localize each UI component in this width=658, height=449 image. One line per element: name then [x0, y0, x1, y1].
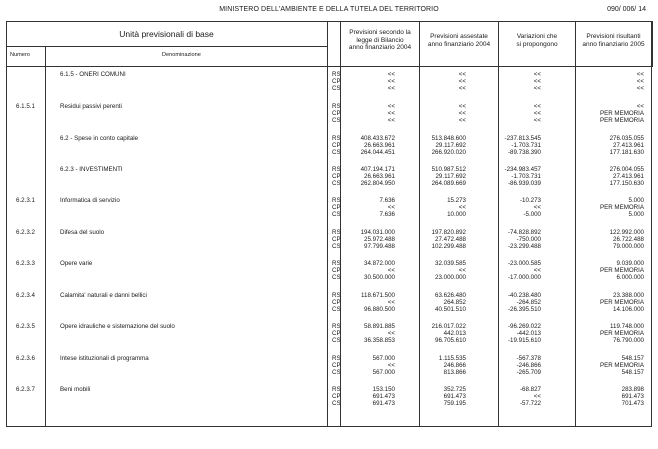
col3-value: -237.813.545 — [504, 135, 541, 142]
col1-value: 408.433.672 — [360, 135, 395, 142]
col2-value: << — [458, 267, 466, 274]
col1-value: << — [387, 78, 395, 85]
col1-value: 96.880.500 — [364, 306, 395, 313]
col3-value: << — [533, 393, 541, 400]
group-number: 6.2.3.7 — [16, 386, 35, 393]
col4-value: PER MEMORIA — [599, 362, 644, 369]
group-number: 6.1.5.1 — [16, 103, 35, 110]
col2-value: << — [458, 85, 466, 92]
col3-value: -68.827 — [520, 386, 541, 393]
col2-heading: Previsioni assestate anno finanziario 2004 — [427, 33, 491, 48]
col3-value: -234.983.457 — [504, 166, 541, 173]
row-type: CP — [332, 362, 341, 369]
col4-value: PER MEMORIA — [599, 330, 644, 337]
table-row — [0, 274, 658, 282]
row-type: CS — [332, 369, 341, 376]
group-number: 6.2.3.1 — [16, 197, 35, 204]
col4-value: 177.181.630 — [609, 149, 644, 156]
col3-value: -40.238.480 — [507, 292, 541, 299]
col3-value: << — [533, 78, 541, 85]
col2-value: 216.017.022 — [431, 323, 466, 330]
col3-value: -264.852 — [516, 299, 541, 306]
row-type: CS — [332, 211, 341, 218]
col1-value: << — [387, 85, 395, 92]
col1-value: 691.473 — [372, 393, 395, 400]
col2-value: 1.115.535 — [438, 355, 466, 362]
col1-value: 25.972.488 — [364, 236, 395, 243]
col3-value: -246.866 — [516, 362, 541, 369]
col3-value: << — [533, 71, 541, 78]
group-description: Difesa del suolo — [60, 229, 105, 236]
col2-value: 96.705.610 — [435, 337, 466, 344]
row-type: CS — [332, 85, 341, 92]
col3-value: -265.709 — [516, 369, 541, 376]
col3-value: -10.273 — [520, 197, 541, 204]
col2-value: 691.473 — [443, 393, 466, 400]
col3-value: -23.299.488 — [507, 243, 541, 250]
col1-value: 34.872.000 — [364, 260, 395, 267]
document-code: 090/ 006/ 14 — [607, 6, 646, 13]
col4-value: 548.157 — [621, 355, 644, 362]
group-description: 6.2.3 - INVESTIMENTI — [60, 166, 123, 173]
col4-value: << — [636, 78, 644, 85]
col2-value: 513.848.600 — [431, 135, 466, 142]
col2-value: << — [458, 71, 466, 78]
col2-value: << — [458, 78, 466, 85]
row-type: CS — [332, 400, 341, 407]
col3-value: -23.000.585 — [507, 260, 541, 267]
group-description: 6.2 - Spese in conto capitale — [60, 135, 139, 142]
col4-value: << — [636, 71, 644, 78]
row-type: RS — [332, 355, 341, 362]
denominazione-heading: Denominazione — [162, 52, 201, 58]
col1-value: 30.500.000 — [364, 274, 395, 281]
col4-value: PER MEMORIA — [599, 110, 644, 117]
col1-value: 264.044.451 — [360, 149, 395, 156]
col2-value: 40.501.510 — [435, 306, 466, 313]
row-type: RS — [332, 103, 341, 110]
col2-value: 813.866 — [443, 369, 466, 376]
col2-value: << — [458, 204, 466, 211]
row-type: CP — [332, 173, 341, 180]
col2-value: 264.089.669 — [431, 180, 466, 187]
col1-value: 26.663.961 — [364, 142, 395, 149]
table-bottom — [6, 426, 652, 427]
table-row — [0, 337, 658, 345]
col4-value: 5.000 — [628, 197, 644, 204]
col1-value: 407.194.171 — [360, 166, 395, 173]
col4-value: 27.413.961 — [613, 142, 644, 149]
col2-value: << — [458, 117, 466, 124]
col1-value: << — [387, 299, 395, 306]
col4-value: 23.388.000 — [613, 292, 644, 299]
col3-value: -96.269.022 — [507, 323, 541, 330]
col1-value: 691.473 — [372, 400, 395, 407]
col2-value: 264.852 — [443, 299, 466, 306]
col3-value: << — [533, 204, 541, 211]
col3-value: << — [533, 85, 541, 92]
row-type: RS — [332, 166, 341, 173]
col4-value: 548.157 — [621, 369, 644, 376]
col1-value: 58.891.885 — [364, 323, 395, 330]
col1-value: 153.150 — [372, 386, 395, 393]
col2-value: 246.866 — [443, 362, 466, 369]
col4-value: 9.039.000 — [616, 260, 644, 267]
col1-value: 36.358.853 — [364, 337, 395, 344]
group-description: Calamita' naturali e danni bellici — [60, 292, 147, 299]
col3-value: << — [533, 117, 541, 124]
row-type: CS — [332, 117, 341, 124]
col1-value: 262.804.950 — [360, 180, 395, 187]
col1-value: 567.000 — [372, 355, 395, 362]
col4-value: 14.106.000 — [613, 306, 644, 313]
document-title: MINISTERO DELL'AMBIENTE E DELLA TUTELA DEL TERRITORIO — [219, 6, 439, 13]
group-number: 6.2.3.2 — [16, 229, 35, 236]
col2-value: 23.000.000 — [435, 274, 466, 281]
col3-value: -86.939.039 — [507, 180, 541, 187]
col4-value: << — [636, 103, 644, 110]
col4-value: 691.473 — [621, 393, 644, 400]
col3-value: << — [533, 110, 541, 117]
col1-value: 7.636 — [379, 211, 395, 218]
col2-value: 29.117.692 — [435, 173, 466, 180]
col2-value: 197.820.892 — [431, 229, 466, 236]
col3-value: << — [533, 267, 541, 274]
table-row — [0, 400, 658, 408]
col4-value: PER MEMORIA — [599, 204, 644, 211]
row-type: RS — [332, 71, 341, 78]
col3-value: -17.000.000 — [507, 274, 541, 281]
col1-heading: Previsioni secondo la legge di Bilancio anno finanziario 2004 — [348, 29, 412, 51]
row-type: CP — [332, 78, 341, 85]
col1-value: << — [387, 110, 395, 117]
col2-value: 442.013 — [443, 330, 466, 337]
group-number: 6.2.3.3 — [16, 260, 35, 267]
col4-heading: Previsioni risultanti anno finanziario 2005 — [582, 33, 645, 48]
col3-heading: Variazioni che si propongono — [516, 33, 558, 48]
row-type: CP — [332, 110, 341, 117]
group-number: 6.2.3.6 — [16, 355, 35, 362]
col1-value: << — [387, 267, 395, 274]
col3-value: -57.722 — [520, 400, 541, 407]
group-description: 6.1.5 - ONERI COMUNI — [60, 71, 126, 78]
col1-value: 97.799.488 — [364, 243, 395, 250]
col4-value: 701.473 — [621, 400, 644, 407]
col2-value: 266.920.020 — [431, 149, 466, 156]
row-type: CP — [332, 330, 341, 337]
col3-value: -750.000 — [516, 236, 541, 243]
col2-value: << — [458, 110, 466, 117]
group-description: Residui passivi perenti — [60, 103, 122, 110]
table-row — [0, 149, 658, 157]
col4-value: << — [636, 85, 644, 92]
col3-value: -5.000 — [523, 211, 541, 218]
col4-value: 177.150.630 — [609, 180, 644, 187]
col3-value: -442.013 — [516, 330, 541, 337]
col2-value: 63.626.480 — [435, 292, 466, 299]
col3-value: -74.828.892 — [507, 229, 541, 236]
row-type: CS — [332, 243, 341, 250]
col4-value: 79.000.000 — [613, 243, 644, 250]
col4-value: PER MEMORIA — [599, 267, 644, 274]
group-description: Intese istituzionali di programma — [60, 355, 149, 362]
col1-value: << — [387, 330, 395, 337]
row-type: RS — [332, 197, 341, 204]
col2-value: 27.472.488 — [435, 236, 466, 243]
row-type: RS — [332, 292, 341, 299]
col4-value: 26.722.488 — [613, 236, 644, 243]
table-row — [0, 243, 658, 251]
table-row — [0, 180, 658, 188]
col4-value: 122.992.000 — [609, 229, 644, 236]
col1-value: << — [387, 362, 395, 369]
group-number: 6.2.3.4 — [16, 292, 35, 299]
row-type: CP — [332, 236, 341, 243]
group-description: Informatica di servizio — [60, 197, 120, 204]
group-number: 6.2.3.5 — [16, 323, 35, 330]
col4-value: 5.000 — [628, 211, 644, 218]
table-row — [0, 117, 658, 125]
row-type: CS — [332, 274, 341, 281]
row-type: CP — [332, 267, 341, 274]
col1-value: 567.000 — [372, 369, 395, 376]
col2-value: 32.039.585 — [435, 260, 466, 267]
row-type: RS — [332, 135, 341, 142]
table-row — [0, 85, 658, 93]
row-type: CP — [332, 204, 341, 211]
row-type: RS — [332, 260, 341, 267]
col2-value: 102.299.488 — [431, 243, 466, 250]
table-row — [0, 369, 658, 377]
col2-value: 510.987.512 — [431, 166, 466, 173]
col1-value: 194.031.000 — [360, 229, 395, 236]
row-type: CS — [332, 149, 341, 156]
col4-value: 119.748.000 — [610, 323, 644, 330]
header-divider — [6, 46, 327, 47]
row-type: RS — [332, 323, 341, 330]
col4-value: 276.035.055 — [609, 135, 644, 142]
col3-value: -19.915.610 — [507, 337, 541, 344]
col4-value: 27.413.961 — [613, 173, 644, 180]
col2-value: 10.000 — [447, 211, 466, 218]
col1-value: << — [387, 204, 395, 211]
col4-value: 76.790.000 — [613, 337, 644, 344]
col2-value: 759.195 — [443, 400, 466, 407]
col3-value: << — [533, 103, 541, 110]
col3-value: -1.703.731 — [511, 173, 541, 180]
row-type: RS — [332, 386, 341, 393]
col1-value: << — [387, 71, 395, 78]
row-type: CS — [332, 180, 341, 187]
row-type: CS — [332, 337, 341, 344]
row-type: RS — [332, 229, 341, 236]
col2-value: 352.725 — [443, 386, 466, 393]
row-type: CP — [332, 299, 341, 306]
col3-value: -26.395.510 — [507, 306, 541, 313]
col2-value: << — [458, 103, 466, 110]
col2-value: 29.117.692 — [435, 142, 466, 149]
group-description: Opere idrauliche e sistemazione del suolo — [60, 323, 175, 330]
col4-value: 276.004.055 — [609, 166, 644, 173]
row-type: CP — [332, 393, 341, 400]
numero-heading: Numero — [10, 52, 30, 58]
row-type: CP — [332, 142, 341, 149]
col3-value: -567.378 — [516, 355, 541, 362]
col4-value: PER MEMORIA — [599, 117, 644, 124]
col2-value: 15.273 — [447, 197, 466, 204]
col1-value: 26.663.961 — [364, 173, 395, 180]
col1-value: 118.671.500 — [361, 292, 395, 299]
table-row — [0, 211, 658, 219]
col1-value: << — [387, 103, 395, 110]
col3-value: -89.738.390 — [507, 149, 541, 156]
col1-value: 7.636 — [379, 197, 395, 204]
col4-value: 6.000.000 — [616, 274, 644, 281]
group-description: Opere varie — [60, 260, 93, 267]
row-type: CS — [332, 306, 341, 313]
group-description: Beni mobili — [60, 386, 91, 393]
table-row — [0, 306, 658, 314]
unita-heading: Unità previsionali di base — [119, 29, 214, 39]
col1-value: << — [387, 117, 395, 124]
col4-value: 283.898 — [621, 386, 644, 393]
col4-value: PER MEMORIA — [599, 299, 644, 306]
col3-value: -1.703.731 — [511, 142, 541, 149]
